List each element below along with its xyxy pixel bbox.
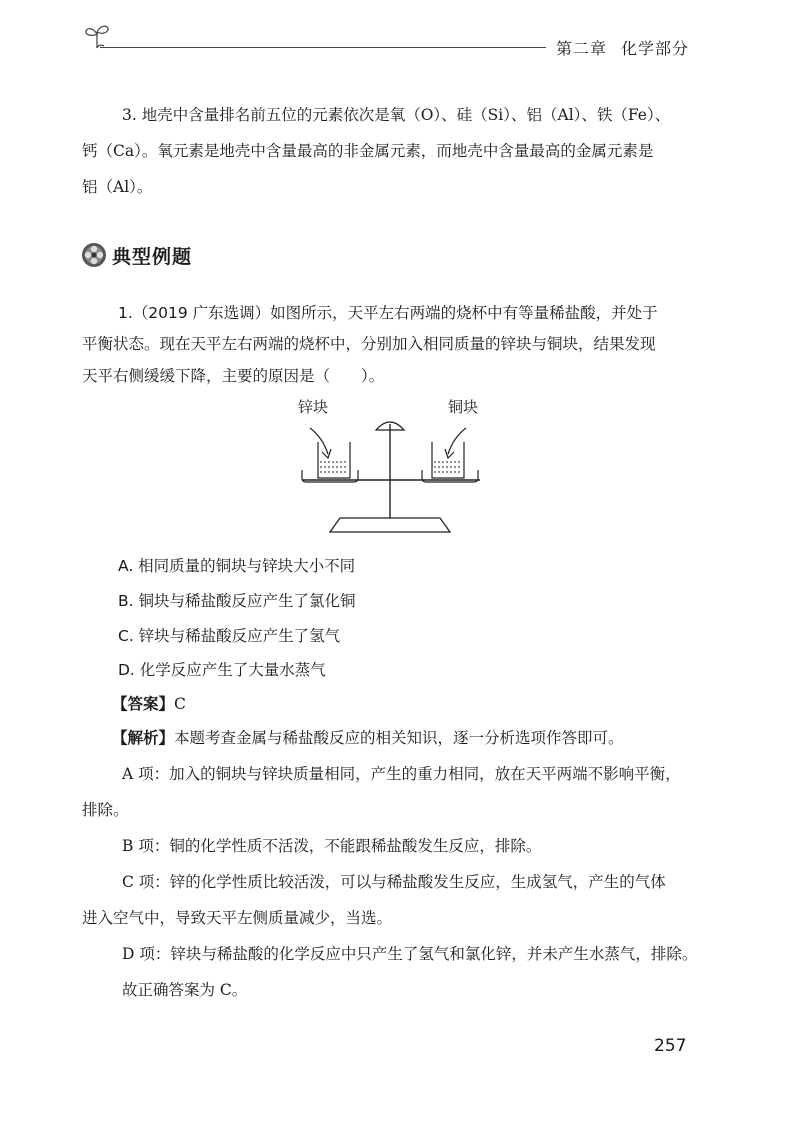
- label-copper: 铜块: [448, 398, 479, 416]
- intro-line-2: 钙（Ca）。氧元素是地壳中含量最高的非金属元素，而地壳中含量最高的金属元素是: [82, 142, 654, 160]
- question-line-1: 1.（2019 广东选调）如图所示，天平左右两端的烧杯中有等量稀盐酸，并处于: [118, 304, 658, 322]
- option-a: A. 相同质量的铜块与锌块大小不同: [118, 557, 356, 575]
- analysis-d-line-1: D 项：锌块与稀盐酸的化学反应中只产生了氢气和氯化锌，并未产生水蒸气，排除。: [122, 945, 698, 963]
- option-d: D. 化学反应产生了大量水蒸气: [118, 661, 326, 679]
- option-b: B. 铜块与稀盐酸反应产生了氯化铜: [118, 592, 356, 610]
- header-chapter: 第二章: [556, 39, 608, 58]
- analysis-b-line-1: B 项：铜的化学性质不活泼，不能跟稀盐酸发生反应，排除。: [122, 837, 542, 855]
- analysis-a-line-2: 排除。: [82, 801, 129, 819]
- analysis-line: [112, 728, 624, 748]
- answer-line: [112, 694, 186, 714]
- label-zinc: 锌块: [298, 398, 329, 416]
- sprout-logo-icon: [82, 22, 112, 50]
- intro-line-1: 3. 地壳中含量排名前五位的元素依次是氧（O）、硅（Si）、铝（Al）、铁（Fe）、: [122, 106, 671, 124]
- running-header: [556, 36, 689, 59]
- flower-badge-icon: [80, 241, 108, 269]
- section-title: 典型例题: [112, 245, 193, 268]
- analysis-c-line-1: C 项：锌的化学性质比较活泼，可以与稀盐酸发生反应，生成氢气，产生的气体: [122, 873, 666, 891]
- analysis-a-line-1: A 项：加入的铜块与锌块质量相同，产生的重力相同，放在天平两端不影响平衡，: [122, 765, 681, 783]
- intro-line-3: 铝（Al）。: [82, 178, 153, 196]
- question-line-2: 平衡状态。现在天平左右两端的烧杯中，分别加入相同质量的锌块与铜块，结果发现: [82, 335, 656, 353]
- analysis-conclusion: 故正确答案为 C。: [122, 981, 248, 999]
- header-section: 化学部分: [621, 39, 690, 58]
- header-rule: [100, 47, 546, 48]
- section-heading: [80, 240, 192, 270]
- analysis-label: 【解析】: [112, 729, 175, 747]
- balance-diagram: [290, 396, 500, 541]
- analysis-c-line-2: 进入空气中，导致天平左侧质量减少，当选。: [82, 909, 393, 927]
- answer-value: C: [174, 695, 186, 713]
- answer-label: 【答案】: [112, 695, 175, 713]
- option-c: C. 锌块与稀盐酸反应产生了氢气: [118, 627, 341, 645]
- analysis-text: 本题考查金属与稀盐酸反应的相关知识，逐一分析选项作答即可。: [174, 729, 624, 747]
- question-line-3: 天平右侧缓缓下降，主要的原因是（ ）。: [82, 367, 385, 385]
- page-number: 257: [654, 1036, 687, 1056]
- balance-figure: [290, 396, 500, 541]
